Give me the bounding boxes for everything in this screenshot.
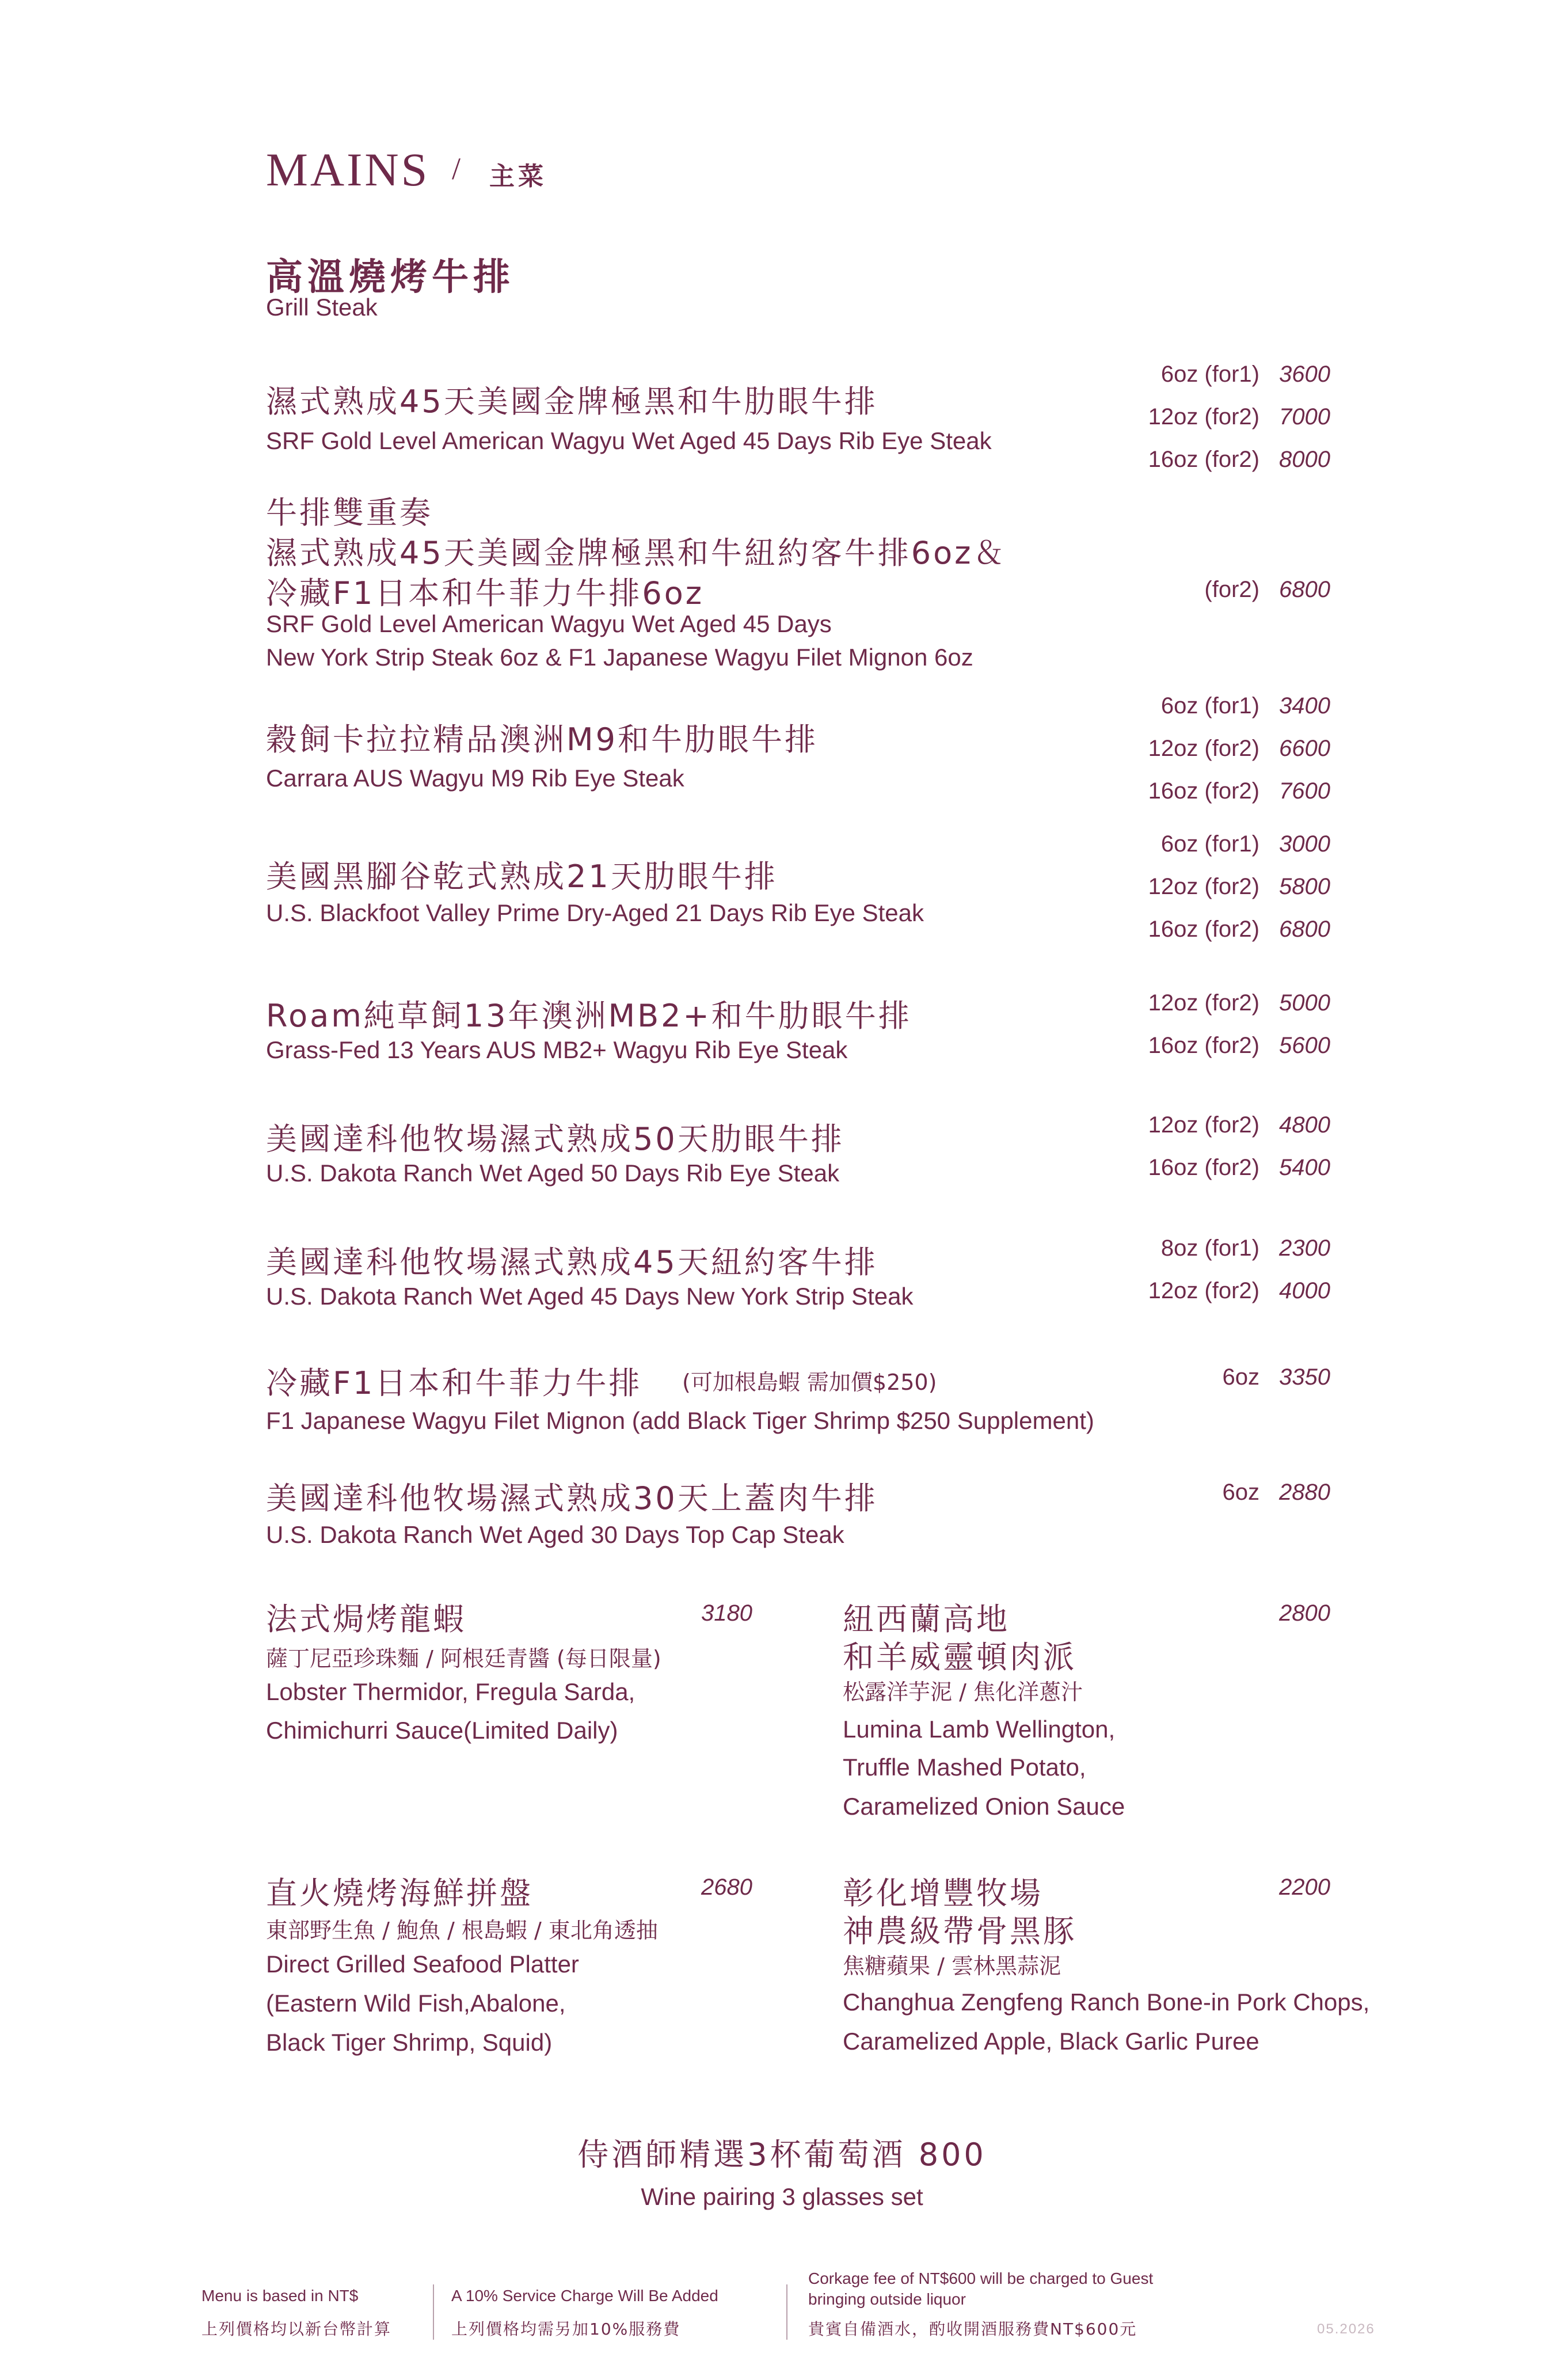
menu-item-name-zh: 美國黑腳谷乾式熟成21天肋眼牛排 — [266, 858, 778, 895]
special-sub-zh: 松露洋芋泥 / 焦化洋蔥汁 — [843, 1679, 1083, 1705]
menu-item-name-en: Carrara AUS Wagyu M9 Rib Eye Steak — [266, 765, 684, 792]
footer-corkage-en: bringing outside liquor — [808, 2290, 966, 2308]
special-sub-zh: 焦糖蘋果 / 雲林黑蒜泥 — [843, 1953, 1061, 1979]
menu-item-name-zh: 濕式熟成45天美國金牌極黑和牛肋眼牛排 — [266, 383, 878, 420]
special-name-en: (Eastern Wild Fish,Abalone, — [266, 1990, 566, 2017]
price: 4000 — [1279, 1278, 1330, 1303]
portion-size: (for2) — [1204, 577, 1259, 602]
section-title-zh: 高溫燒烤牛排 — [266, 256, 515, 299]
portion-size: 16oz (for2) — [1148, 917, 1259, 942]
special-name-en: Lumina Lamb Wellington, — [843, 1716, 1116, 1743]
portion-size: 12oz (for2) — [1148, 990, 1259, 1016]
price: 2800 — [1279, 1600, 1330, 1626]
portion-size: 6oz (for1) — [1160, 362, 1259, 387]
price: 3000 — [1279, 831, 1330, 857]
special-name-en: Truffle Mashed Potato, — [843, 1754, 1086, 1781]
footer-currency-zh: 上列價格均以新台幣計算 — [201, 2320, 392, 2339]
portion-size: 16oz (for2) — [1148, 1155, 1259, 1180]
price: 5400 — [1279, 1155, 1330, 1180]
price: 7600 — [1279, 778, 1330, 804]
menu-item-note: (可加根島蝦 需加價$250) — [682, 1370, 937, 1395]
menu-title-zh: 主菜 — [489, 162, 547, 191]
price: 3600 — [1279, 362, 1330, 387]
price: 6600 — [1279, 736, 1330, 761]
menu-item-name-en: New York Strip Steak 6oz & F1 Japanese Wagyu Filet Mignon 6oz — [266, 644, 973, 671]
portion-size: 6oz (for1) — [1160, 831, 1259, 857]
price: 6800 — [1279, 577, 1330, 602]
special-sub-zh: 薩丁尼亞珍珠麵 / 阿根廷青醬 (每日限量) — [266, 1646, 661, 1671]
price: 7000 — [1279, 404, 1330, 429]
price: 6800 — [1279, 917, 1330, 942]
menu-item-name-zh: 冷藏F1日本和牛菲力牛排 — [266, 1365, 642, 1401]
portion-size: 16oz (for2) — [1148, 778, 1259, 804]
special-name-zh: 彰化增豐牧場 — [843, 1875, 1043, 1911]
wine-pairing-en: Wine pairing 3 glasses set — [641, 2183, 923, 2210]
special-sub-zh: 東部野生魚 / 鮑魚 / 根島蝦 / 東北角透抽 — [266, 1918, 658, 1943]
footer-divider — [786, 2284, 787, 2340]
menu-item-name-zh: 美國達科他牧場濕式熟成30天上蓋肉牛排 — [266, 1480, 878, 1516]
menu-item-name-en: SRF Gold Level American Wagyu Wet Aged 45 Days — [266, 610, 832, 637]
menu-item-name-zh: 美國達科他牧場濕式熟成50天肋眼牛排 — [266, 1121, 844, 1157]
portion-size: 16oz (for2) — [1148, 1033, 1259, 1058]
special-name-zh: 和羊威靈頓肉派 — [843, 1639, 1076, 1675]
footer-service-zh: 上列價格均需另加10%服務費 — [451, 2320, 681, 2339]
menu-item-name-en: U.S. Dakota Ranch Wet Aged 30 Days Top Cap Steak — [266, 1521, 844, 1548]
price: 4800 — [1279, 1112, 1330, 1138]
portion-size: 12oz (for2) — [1148, 404, 1259, 429]
special-name-en: Black Tiger Shrimp, Squid) — [266, 2029, 553, 2056]
price: 2200 — [1279, 1875, 1330, 1900]
footer-corkage-zh: 貴賓自備酒水，酌收開酒服務費NT$600元 — [808, 2320, 1137, 2339]
section-title-en: Grill Steak — [266, 294, 378, 321]
portion-size: 6oz — [1222, 1364, 1259, 1390]
menu-title: MAINS — [266, 143, 430, 196]
portion-size: 8oz (for1) — [1160, 1235, 1259, 1261]
special-name-zh: 法式焗烤龍蝦 — [266, 1601, 466, 1637]
title-divider: / — [452, 151, 461, 186]
menu-item-name-zh: 穀飼卡拉拉精品澳洲M9和牛肋眼牛排 — [266, 721, 818, 758]
menu-item-name-en: Grass-Fed 13 Years AUS MB2+ Wagyu Rib Eye Steak — [266, 1036, 848, 1063]
menu-item-name-zh: 牛排雙重奏 — [266, 495, 433, 531]
menu-item-name-en: U.S. Blackfoot Valley Prime Dry-Aged 21 Days Rib Eye Steak — [266, 899, 924, 926]
price: 3180 — [701, 1600, 752, 1626]
special-name-zh: 神農級帶骨黑豚 — [843, 1913, 1076, 1949]
special-name-en: Caramelized Onion Sauce — [843, 1793, 1125, 1820]
footer-currency-en: Menu is based in NT$ — [201, 2287, 359, 2305]
menu-item-name-en: U.S. Dakota Ranch Wet Aged 45 Days New York Strip Steak — [266, 1283, 914, 1310]
footer-divider — [433, 2284, 434, 2340]
portion-size: 16oz (for2) — [1148, 447, 1259, 472]
price: 8000 — [1279, 447, 1330, 472]
special-name-en: Direct Grilled Seafood Platter — [266, 1951, 579, 1978]
price: 5600 — [1279, 1033, 1330, 1058]
menu-item-name-en: SRF Gold Level American Wagyu Wet Aged 45 Days Rib Eye Steak — [266, 427, 992, 454]
price: 2300 — [1279, 1235, 1330, 1261]
wine-pairing-zh: 侍酒師精選3杯葡萄酒 800 — [577, 2136, 987, 2173]
special-name-zh: 直火燒烤海鮮拼盤 — [266, 1875, 533, 1911]
menu-item-name-en: F1 Japanese Wagyu Filet Mignon (add Black Tiger Shrimp $250 Supplement) — [266, 1407, 1094, 1434]
price: 3400 — [1279, 693, 1330, 718]
price: 5800 — [1279, 874, 1330, 899]
price: 3350 — [1279, 1364, 1330, 1390]
menu-item-name-en: U.S. Dakota Ranch Wet Aged 50 Days Rib Eye Steak — [266, 1159, 840, 1187]
special-name-en: Chimichurri Sauce(Limited Daily) — [266, 1717, 618, 1744]
menu-item-name-zh: 美國達科他牧場濕式熟成45天紐約客牛排 — [266, 1244, 878, 1280]
portion-size: 6oz — [1222, 1480, 1259, 1505]
special-name-zh: 紐西蘭高地 — [843, 1601, 1010, 1637]
special-name-en: Changhua Zengfeng Ranch Bone-in Pork Chops, — [843, 1989, 1370, 2016]
menu-item-name-zh: 濕式熟成45天美國金牌極黑和牛紐約客牛排6oz＆ — [266, 535, 1007, 571]
menu-date: 05.2026 — [1317, 2321, 1375, 2337]
footer-corkage-en: Corkage fee of NT$600 will be charged to Guest — [808, 2269, 1154, 2287]
portion-size: 6oz (for1) — [1160, 693, 1259, 718]
portion-size: 12oz (for2) — [1148, 736, 1259, 761]
portion-size: 12oz (for2) — [1148, 1112, 1259, 1138]
menu-item-name-zh: Roam純草飼13年澳洲MB2+和牛肋眼牛排 — [266, 998, 912, 1034]
portion-size: 12oz (for2) — [1148, 1278, 1259, 1303]
portion-size: 12oz (for2) — [1148, 874, 1259, 899]
price: 2880 — [1279, 1480, 1330, 1505]
price: 5000 — [1279, 990, 1330, 1016]
special-name-en: Lobster Thermidor, Fregula Sarda, — [266, 1678, 636, 1705]
special-name-en: Caramelized Apple, Black Garlic Puree — [843, 2028, 1259, 2055]
footer-service-en: A 10% Service Charge Will Be Added — [451, 2287, 718, 2305]
menu-item-name-zh: 冷藏F1日本和牛菲力牛排6oz — [266, 575, 705, 611]
price: 2680 — [701, 1875, 752, 1900]
